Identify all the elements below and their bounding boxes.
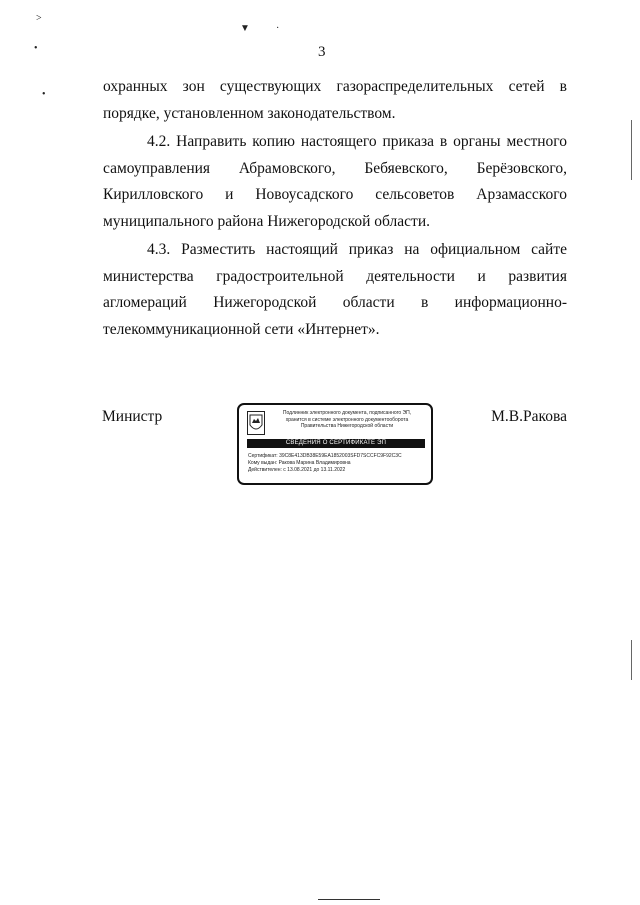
signatory-role: Министр <box>102 408 163 425</box>
scan-edge-line <box>631 120 632 180</box>
scan-mark-top-left: ˃ <box>36 13 42 24</box>
stamp-header <box>267 410 427 430</box>
page-number: 3 <box>318 44 326 60</box>
scan-mark-left: • <box>34 43 38 54</box>
scan-mark-left-2: • <box>42 89 46 100</box>
stamp-validity: Действителен: с 13.08.2021 до 13.11.2022 <box>248 466 346 473</box>
stamp-certificate: Сертификат: 39C8E413DB38E59EA1852003SFD7SCCFC9F92C3C <box>248 453 402 459</box>
scan-mark-top: ▼ <box>240 23 250 34</box>
stamp-header-line: Правительства Нижегородской области <box>300 423 394 429</box>
stamp-issued-to: Кому выдан: Ракова Марина Владимировна <box>248 459 351 466</box>
paragraph-zones: охранных зон существующих газораспределительных сетей в порядке, установленном законодательством. <box>103 78 567 122</box>
stamp-title: СВЕДЕНИЯ О СЕРТИФИКАТЕ ЭП <box>247 439 425 448</box>
signatory-name: М.В.Ракова <box>491 408 567 425</box>
stamp-details <box>248 453 402 473</box>
scan-edge-line-lower <box>631 640 632 680</box>
coat-of-arms-icon <box>247 411 265 435</box>
paragraph-4-2: 4.2. Направить копию настоящего приказа в органы местного самоуправления Абрамовского, Бебяевского, Берёзовского, Кирилловского и Новоусадского сельсоветов Арзамасского муниципального района Нижегородской области. <box>103 133 567 230</box>
stamp-header-line: хранится в системе электронного документооборота <box>285 416 409 423</box>
footer-rule <box>318 899 380 900</box>
scan-mark-top-2: · <box>276 23 280 34</box>
paragraph-4-3: 4.3. Разместить настоящий приказ на официальном сайте министерства градостроительной деятельности и развития агломераций Нижегородской области в информационно-телекоммуникационной сети «Интернет». <box>103 241 567 338</box>
electronic-signature-stamp <box>237 403 433 485</box>
stamp-header-line: Подлинник электронного документа, подписанного ЭП, <box>282 410 412 416</box>
